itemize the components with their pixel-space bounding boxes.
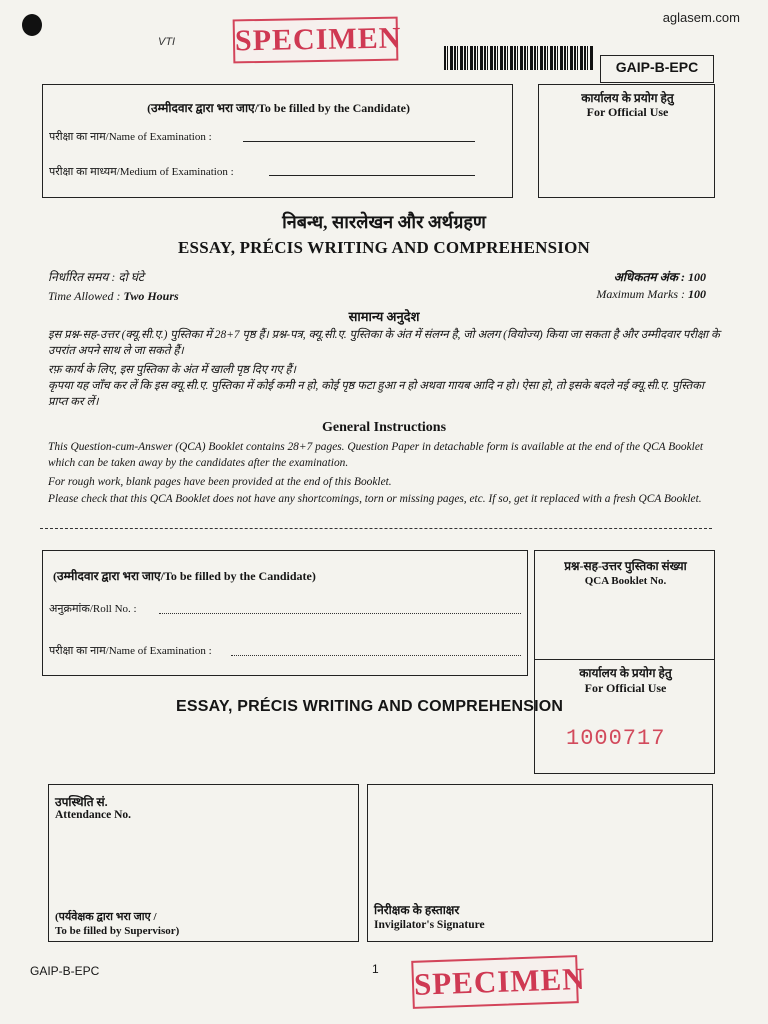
specimen-stamp-bottom: SPECIMEN [411,955,579,1009]
lower-title: ESSAY, PRÉCIS WRITING AND COMPREHENSION [176,698,564,715]
qca-booklet-box [534,550,715,660]
ink-blot [22,14,42,36]
official-use-box-bottom [534,659,715,774]
site-watermark: aglasem.com [662,10,740,25]
instruction-en-3: Please check that this QCA Booklet does not have any shortcomings, torn or missing pages, etc. If so, get it replaced with a fresh QCA Booklet. [48,493,702,505]
marks-label: Maximum Marks : [596,287,685,301]
invigilator-hindi: निरीक्षक के हस्ताक्षर [374,903,460,917]
detach-line [40,528,712,529]
instruction-hi-3: कृपया यह जाँच कर लें कि इस क्यू.सी.ए. पुस्तिका में कोई कमी न हो, कोई पृष्ठ फटा हुआ न हो अथवा गायब आदि न हो। ऐसा हो, तो इसके बदले नई क्यू.सी.ए. पुस्तिका प्राप्त कर लें। [48,380,704,408]
marks-hindi: अधिकतम अंक : 100 [613,270,706,284]
maximum-marks [596,287,706,302]
medium-label: परीक्षा का माध्यम/Medium of Examination : [49,166,234,178]
candidate-box-top [42,84,513,198]
exam-name-field[interactable] [231,655,521,656]
page-number: 1 [372,962,379,976]
instructions-title-english: General Instructions [321,420,447,435]
title-english: ESSAY, PRÉCIS WRITING AND COMPREHENSION [178,238,590,257]
official-use-english: For Official Use [586,105,669,119]
invigilator-english: Invigilator's Signature [374,919,485,931]
roll-no-label: अनुक्रमांक/Roll No. : [49,603,137,615]
medium-field[interactable] [269,175,475,176]
roll-no-field[interactable] [159,613,521,614]
instructions-title-hindi: सामान्य अनुदेश [348,309,420,324]
candidate-box-bottom [42,550,528,676]
time-hindi: निर्धारित समय : दो घंटे [48,270,144,284]
qca-booklet-hindi: प्रश्न-सह-उत्तर पुस्तिका संख्या [564,559,687,573]
instruction-hi-1: इस प्रश्न-सह-उत्तर (क्यू.सी.ए.) पुस्तिका में 28+7 पृष्ठ हैं। प्रश्न-पत्र, क्यू.सी.ए. पुस्तिका के अंत में संलग्न है, जो अलग (वियोज्य) किया जा सकता है और उम्मीदवार परीक्षा के उपरांत अपने साथ ले जा सकते हैं। [48,329,720,357]
barcode [444,46,594,70]
candidate-box-heading: (उम्मीदवार द्वारा भरा जाए/To be filled by the Candidate) [53,569,316,583]
marks-value: 100 [688,287,706,301]
time-value: Two Hours [123,289,179,303]
paper-code-box: GAIP-B-EPC [600,55,714,83]
exam-name-field[interactable] [243,141,475,142]
instruction-en-1: This Question-cum-Answer (QCA) Booklet contains 28+7 pages. Question Paper in detachable form is available at the end of the QCA Booklet which can be taken away by the candidates after the examination. [48,441,704,469]
exam-name-label: परीक्षा का नाम/Name of Examination : [49,131,212,143]
serial-number: 1000717 [566,726,666,751]
official-use-hindi: कार्यालय के प्रयोग हेतु [581,91,674,105]
qca-booklet-english: QCA Booklet No. [584,575,667,587]
official-use-box-top [538,84,715,198]
instruction-en-2: For rough work, blank pages have been provided at the end of this Booklet. [48,476,392,488]
official-use-hindi: कार्यालय के प्रयोग हेतु [579,666,672,680]
supervisor-note-english: To be filled by Supervisor) [55,925,180,937]
invigilator-box [367,784,713,942]
attendance-box [48,784,359,942]
time-label: Time Allowed : [48,289,121,303]
exam-name-label: परीक्षा का नाम/Name of Examination : [49,645,212,657]
official-use-english: For Official Use [584,681,667,695]
handwritten-mark: VTI [158,36,176,48]
footer-paper-code: GAIP-B-EPC [30,964,100,978]
title-hindi: निबन्ध, सारलेखन और अर्थग्रहण [282,212,486,232]
attendance-english: Attendance No. [55,809,132,821]
candidate-box-heading: (उम्मीदवार द्वारा भरा जाए/To be filled by the Candidate) [147,101,410,115]
attendance-hindi: उपस्थिति सं. [55,795,108,809]
instruction-hi-2: रफ़ कार्य के लिए, इस पुस्तिका के अंत में खाली पृष्ठ दिए गए हैं। [48,364,296,376]
specimen-stamp-top: SPECIMEN [233,17,399,64]
time-allowed [48,289,179,304]
supervisor-note-hindi: (पर्यवेक्षक द्वारा भरा जाए / [55,911,157,923]
